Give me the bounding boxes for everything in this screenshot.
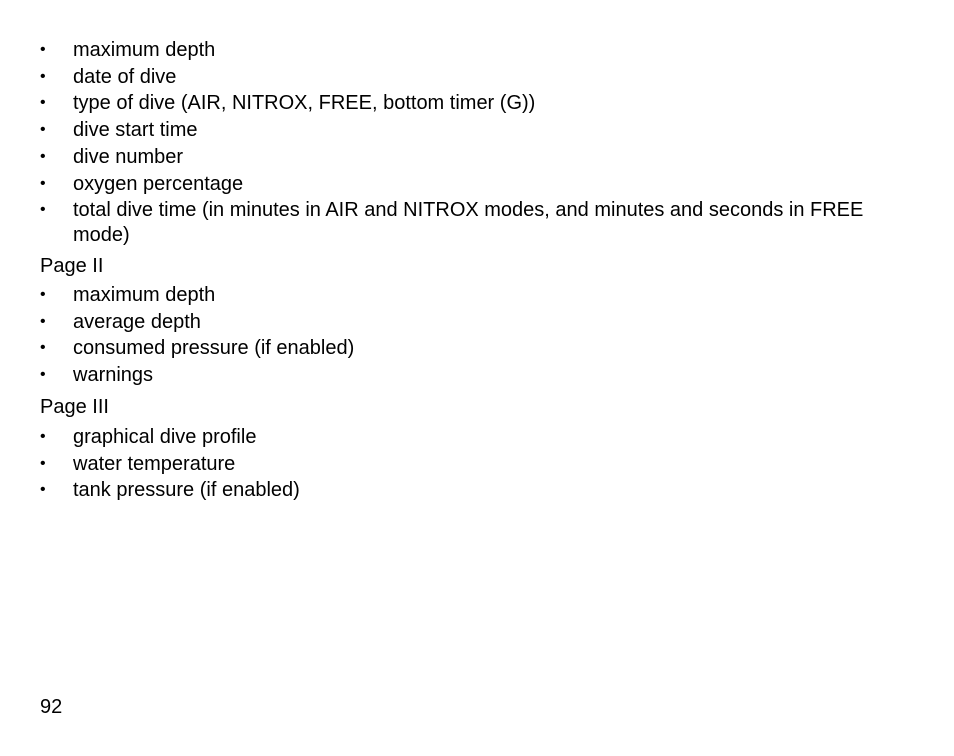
list-item: • graphical dive profile [40, 424, 890, 451]
section-heading-page-ii: Page II [40, 255, 104, 277]
list-item: • date of dive [40, 64, 890, 91]
list-item: • tank pressure (if enabled) [40, 477, 890, 504]
list-item: • warnings [40, 362, 890, 389]
list-item: • maximum depth [40, 37, 890, 64]
list-item: • dive number [40, 144, 890, 171]
list-item: • water temperature [40, 451, 890, 478]
list-item: • consumed pressure (if enabled) [40, 335, 890, 362]
page-three-list [40, 424, 890, 504]
section-heading-page-iii: Page III [40, 396, 109, 418]
list-item: • dive start time [40, 117, 890, 144]
list-item: • total dive time (in minutes in AIR and NITROX modes, and minutes and seconds in FREE mode) [40, 197, 890, 248]
list-item: • maximum depth [40, 282, 890, 309]
list-item: • type of dive (AIR, NITROX, FREE, bottom timer (G)) [40, 90, 890, 117]
list-item: • average depth [40, 309, 890, 336]
page-two-list [40, 282, 890, 389]
list-item: • oxygen percentage [40, 171, 890, 198]
page-one-list [40, 37, 890, 248]
page-number: 92 [40, 696, 63, 718]
